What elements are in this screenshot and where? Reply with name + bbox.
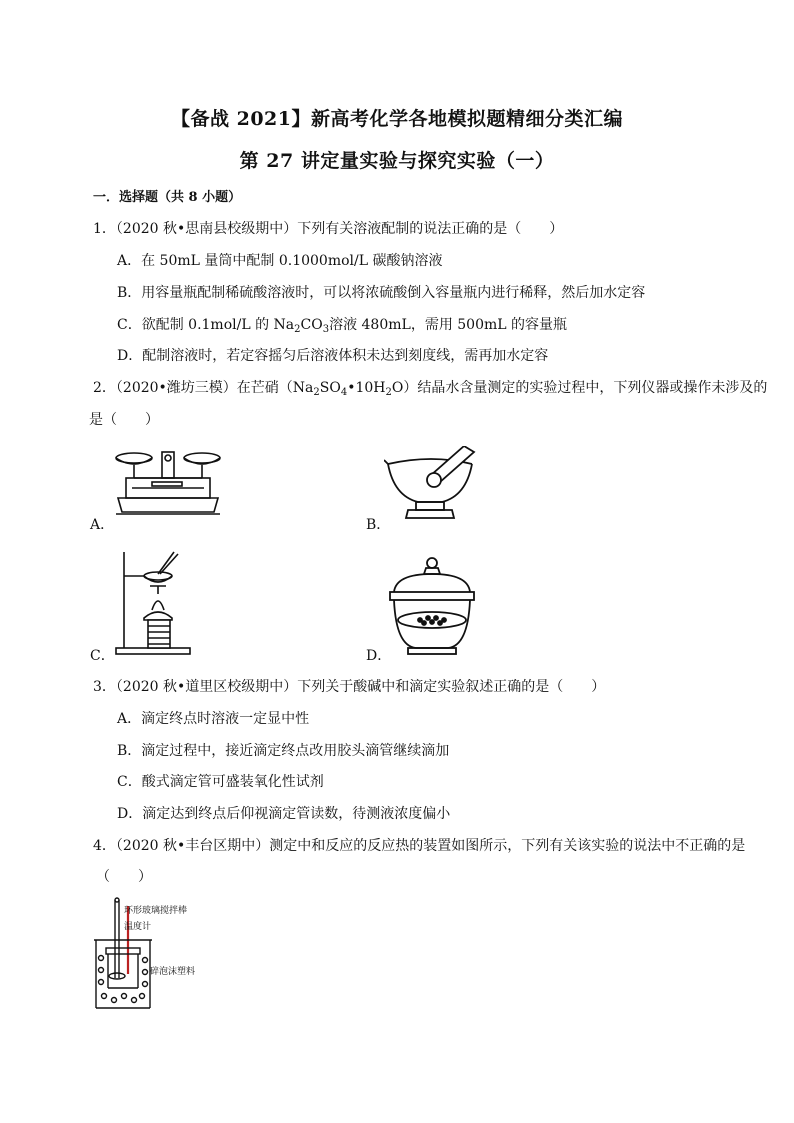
q1-option-b: B．用容量瓶配制稀硫酸溶液时，可以将浓硫酸倒入容量瓶内进行稀释，然后加水定容: [117, 285, 646, 301]
q1-option-a: A．在 50mL 量筒中配制 0.1000mol/L 碳酸钠溶液: [117, 253, 443, 269]
stirrer-label: 环形玻璃搅拌棒: [124, 906, 188, 916]
desiccator-figure: [386, 556, 478, 660]
q1-stem: 1．（2020 秋•思南县校级期中）下列有关溶液配制的说法正确的是（ ）: [93, 221, 564, 237]
heating-apparatus-figure: [114, 546, 196, 658]
section-heading: 一．选择题（共 8 小题）: [93, 190, 242, 205]
q2-stem: 2．（2020•潍坊三模）在芒硝$(Na_2SO_4•10H_2O)$结晶水含量测定的实验过程中，下列仪器或操作未涉及的: [93, 380, 768, 398]
q2-label-d: D．: [366, 648, 392, 664]
mortar-pestle-figure: [384, 446, 480, 524]
foam-label: 碎泡沫塑料: [150, 967, 196, 977]
q1-option-c: C．欲配制 0.1mol/L 的 $Na_2CO_3$溶液 480mL，需用 500mL 的容量瓶: [117, 317, 568, 335]
lecture-title: 第 27 讲定量实验与探究实验（一）: [239, 150, 555, 172]
q2-label-c: C．: [90, 648, 115, 664]
q3-option-b: B．滴定过程中，接近滴定终点改用胶头滴管继续滴加: [117, 743, 450, 759]
q4-stem: 4．（2020 秋•丰台区期中）测定中和反应的反应热的装置如图所示，下列有关该实验的说法中不正确的是: [93, 838, 746, 854]
q1-option-d: D．配制溶液时，若定容摇匀后溶液体积未达到刻度线，需再加水定容: [117, 348, 549, 364]
document-title: 【备战 2021】新高考化学各地模拟题精细分类汇编: [171, 108, 623, 130]
q3-stem: 3．（2020 秋•道里区校级期中）下列关于酸碱中和滴定实验叙述正确的是（ ）: [93, 679, 606, 695]
q3-option-a: A．滴定终点时溶液一定显中性: [117, 711, 310, 727]
q3-option-d: D．滴定达到终点后仰视滴定管读数，待测液浓度偏小: [117, 806, 451, 822]
q3-option-c: C．酸式滴定管可盛装氧化性试剂: [117, 774, 324, 790]
q4-stem-line2: （ ）: [96, 869, 152, 885]
q2-label-b: B．: [366, 517, 391, 533]
thermometer-label: 温度计: [124, 922, 152, 932]
q2-stem-line2: 是（ ）: [89, 412, 159, 428]
q2-label-a: A．: [90, 517, 115, 533]
balance-scale-figure: [112, 446, 224, 522]
